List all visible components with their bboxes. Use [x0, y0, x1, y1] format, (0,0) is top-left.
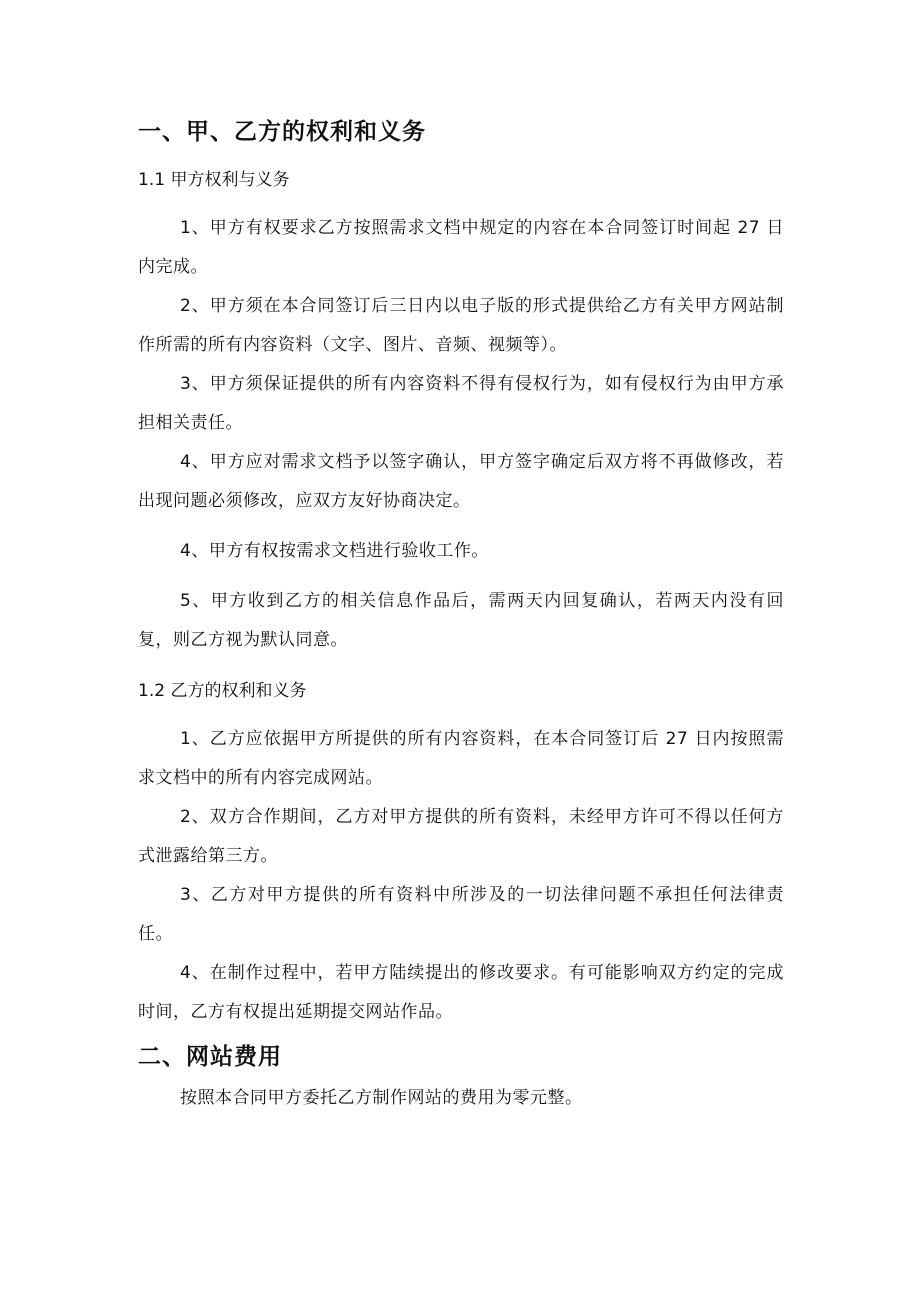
section-2-text: 按照本合同甲方委托乙方制作网站的费用为零元整。 [180, 1088, 583, 1108]
clause-1-2-item-1: 1、乙方应依据甲方所提供的所有内容资料，在本合同签订后 27 日内按照需求文档中的所有内容完成网站。 [138, 729, 784, 788]
clause-1-2-item-3: 3、乙方对甲方提供的所有资料中所涉及的一切法律问题不承担任何法律责任。 [138, 885, 784, 944]
clause-1-1-item-6: 5、甲方收到乙方的相关信息作品后，需两天内回复确认，若两天内没有回复，则乙方视为默认同意。 [138, 591, 784, 650]
clause-1-1-item-1: 1、甲方有权要求乙方按照需求文档中规定的内容在本合同签订时间起 27 日内完成。 [138, 218, 784, 277]
section-2-heading: 二、网站费用 [138, 1044, 282, 1070]
clause-1-1-item-2: 2、甲方须在本合同签订后三日内以电子版的形式提供给乙方有关甲方网站制作所需的所有内容资料（文字、图片、音频、视频等）。 [138, 296, 784, 355]
subsection-1-2-heading: 1.2 乙方的权利和义务 [138, 681, 307, 701]
clause-1-2-item-2: 2、双方合作期间，乙方对甲方提供的所有资料，未经甲方许可不得以任何方式泄露给第三方。 [138, 807, 784, 866]
clause-1-2-item-4: 4、在制作过程中，若甲方陆续提出的修改要求。有可能影响双方约定的完成时间，乙方有权提出延期提交网站作品。 [138, 963, 784, 1022]
clause-1-1-item-5: 4、甲方有权按需求文档进行验收工作。 [180, 541, 489, 561]
section-1-heading: 一、甲、乙方的权利和义务 [138, 119, 426, 145]
subsection-1-1-heading: 1.1 甲方权利与义务 [138, 170, 290, 190]
clause-1-1-item-3: 3、甲方须保证提供的所有内容资料不得有侵权行为，如有侵权行为由甲方承担相关责任。 [138, 374, 784, 433]
clause-1-1-item-4: 4、甲方应对需求文档予以签字确认，甲方签字确定后双方将不再做修改，若出现问题必须修改，应双方友好协商决定。 [138, 452, 784, 511]
